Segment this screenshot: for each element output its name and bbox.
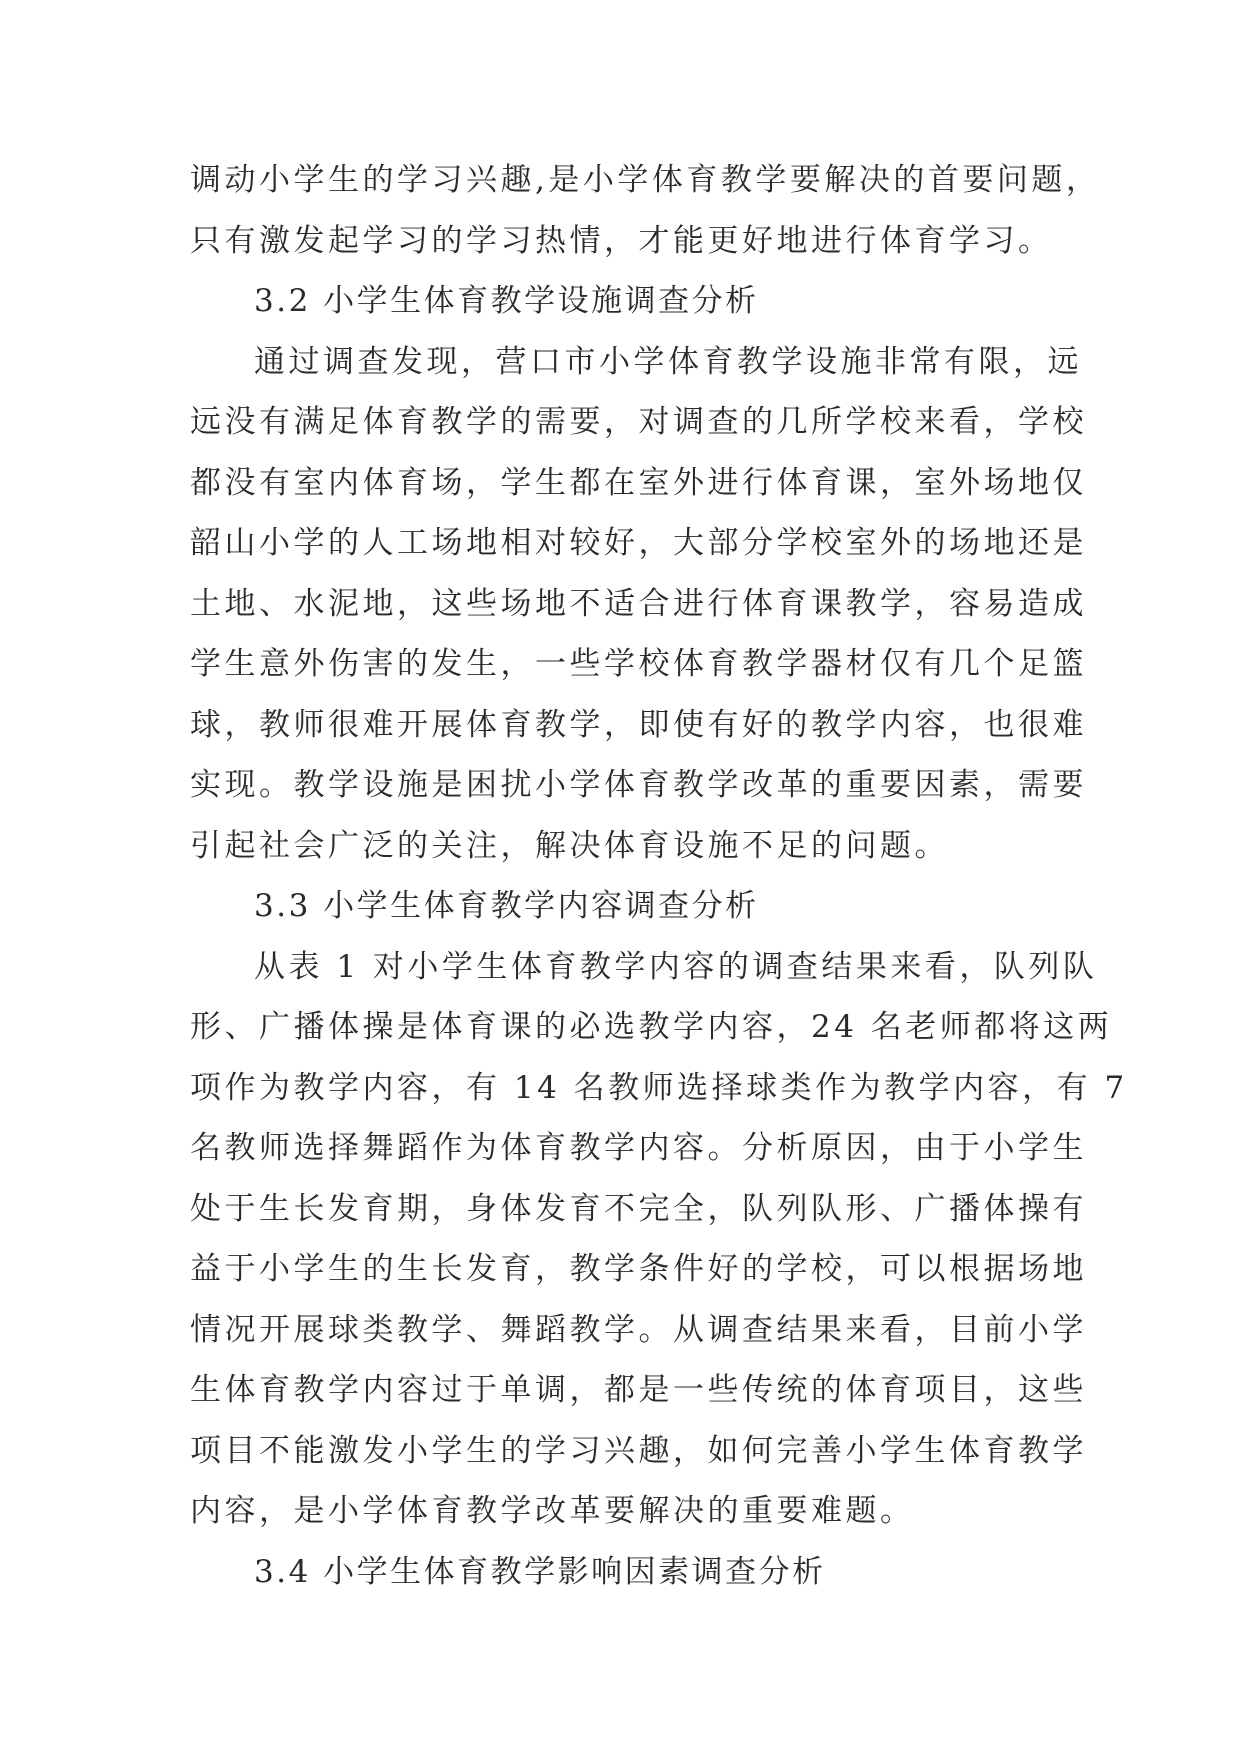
- text-line: 情况开展球类教学、舞蹈教学。从调查结果来看，目前小学: [190, 1311, 1087, 1348]
- text-line: 韶山小学的人工场地相对较好，大部分学校室外的场地还是: [190, 525, 1087, 561]
- text-line: 只有激发起学习的学习热情，才能更好地进行体育学习。: [190, 222, 1053, 259]
- text-line: 生体育教学内容过于单调，都是一些传统的体育项目，这些: [190, 1372, 1087, 1408]
- section-heading: 3.2 小学生体育教学设施调查分析: [254, 283, 759, 319]
- text-line: 形、广播体操是体育课的必选教学内容，24 名老师都将这两: [190, 1009, 1113, 1045]
- text-line: 通过调查发现，营口市小学体育教学设施非常有限，远: [254, 343, 1082, 380]
- text-line: 学生意外伤害的发生，一些学校体育教学器材仅有几个足篮: [190, 646, 1087, 682]
- text-line: 引起社会广泛的关注，解决体育设施不足的问题。: [190, 827, 949, 864]
- text-line: 都没有室内体育场，学生都在室外进行体育课，室外场地仅: [190, 464, 1087, 501]
- text-line: 调动小学生的学习兴趣,是小学体育教学要解决的首要问题，: [190, 162, 1101, 198]
- document-body: [190, 150, 1128, 1602]
- text-line: 内容，是小学体育教学改革要解决的重要难题。: [190, 1493, 915, 1529]
- text-line: 球，教师很难开展体育教学，即使有好的教学内容，也很难: [190, 706, 1087, 743]
- text-line: 处于生长发育期，身体发育不完全，队列队形、广播体操有: [190, 1190, 1087, 1227]
- text-line: 项作为教学内容，有 14 名教师选择球类作为教学内容，有 7: [190, 1069, 1128, 1106]
- section-heading: 3.3 小学生体育教学内容调查分析: [254, 888, 759, 924]
- text-line: 项目不能激发小学生的学习兴趣，如何完善小学生体育教学: [190, 1432, 1087, 1469]
- text-line: 实现。教学设施是困扰小学体育教学改革的重要因素，需要: [190, 767, 1087, 803]
- text-line: 土地、水泥地，这些场地不适合进行体育课教学，容易造成: [190, 585, 1087, 622]
- text-line: 益于小学生的生长发育，教学条件好的学校，可以根据场地: [190, 1251, 1087, 1287]
- text-line: 远没有满足体育教学的需要，对调查的几所学校来看，学校: [190, 404, 1087, 440]
- section-heading: 3.4 小学生体育教学影响因素调查分析: [254, 1553, 826, 1590]
- text-line: 从表 1 对小学生体育教学内容的调查结果来看，队列队: [254, 948, 1098, 985]
- text-line: 名教师选择舞蹈作为体育教学内容。分析原因，由于小学生: [190, 1130, 1087, 1166]
